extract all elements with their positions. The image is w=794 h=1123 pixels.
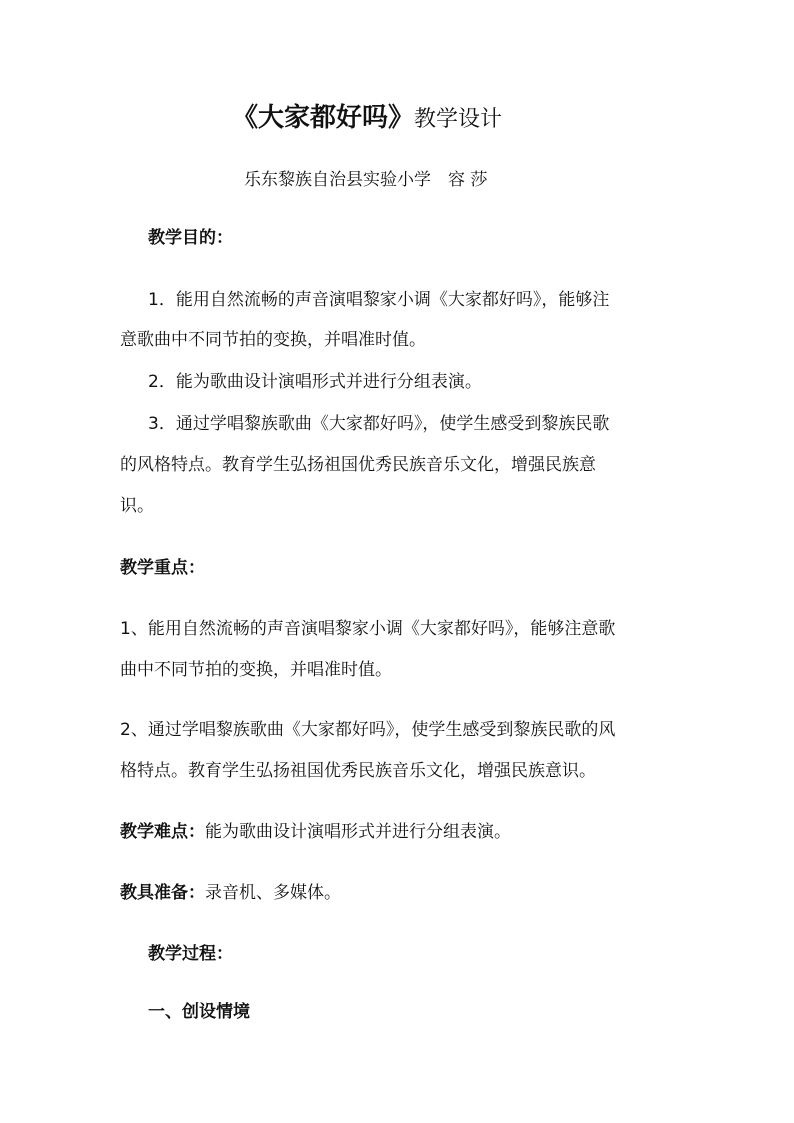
objective-1-line-2: 意歌曲中不同节拍的变换，并唱准时值。 — [120, 330, 426, 350]
key-point-1-line-1: 1、能用自然流畅的声音演唱黎家小调《大家都好吗》，能够注意歌 — [120, 619, 616, 639]
author-line: 乐东黎族自治县实验小学 容 莎 — [244, 170, 488, 190]
process-heading: 教学过程： — [148, 944, 233, 964]
objective-3-line-2: 的风格特点。教育学生弘扬祖国优秀民族音乐文化，增强民族意 — [120, 455, 596, 475]
difficulty-text: 能为歌曲设计演唱形式并进行分组表演。 — [205, 822, 511, 842]
objective-1-line-1: 1．能用自然流畅的声音演唱黎家小调《大家都好吗》，能够注 — [148, 290, 610, 310]
tools-line — [120, 882, 341, 904]
objective-3-line-3: 识。 — [120, 496, 154, 516]
key-point-1-line-2: 曲中不同节拍的变换，并唱准时值。 — [120, 660, 392, 680]
key-point-2-line-1: 2、通过学唱黎族歌曲《大家都好吗》，使学生感受到黎族民歌的风 — [120, 720, 616, 740]
tools-label: 教具准备： — [120, 883, 205, 903]
tools-text: 录音机、多媒体。 — [205, 883, 341, 903]
objective-2: 2．能为歌曲设计演唱形式并进行分组表演。 — [148, 372, 482, 392]
difficulty-label: 教学难点： — [120, 822, 205, 842]
title-main: 《大家都好吗》 — [232, 103, 415, 133]
page-title — [232, 102, 502, 136]
title-suffix: 教学设计 — [414, 107, 503, 132]
key-points-heading: 教学重点： — [120, 558, 205, 578]
process-section-1: 一、创设情境 — [148, 1002, 250, 1022]
difficulty-line — [120, 821, 511, 843]
objectives-heading: 教学目的： — [148, 228, 233, 248]
key-point-2-line-2: 格特点。教育学生弘扬祖国优秀民族音乐文化，增强民族意识。 — [120, 761, 596, 781]
objective-3-line-1: 3．通过学唱黎族歌曲《大家都好吗》，使学生感受到黎族民歌 — [148, 414, 610, 434]
